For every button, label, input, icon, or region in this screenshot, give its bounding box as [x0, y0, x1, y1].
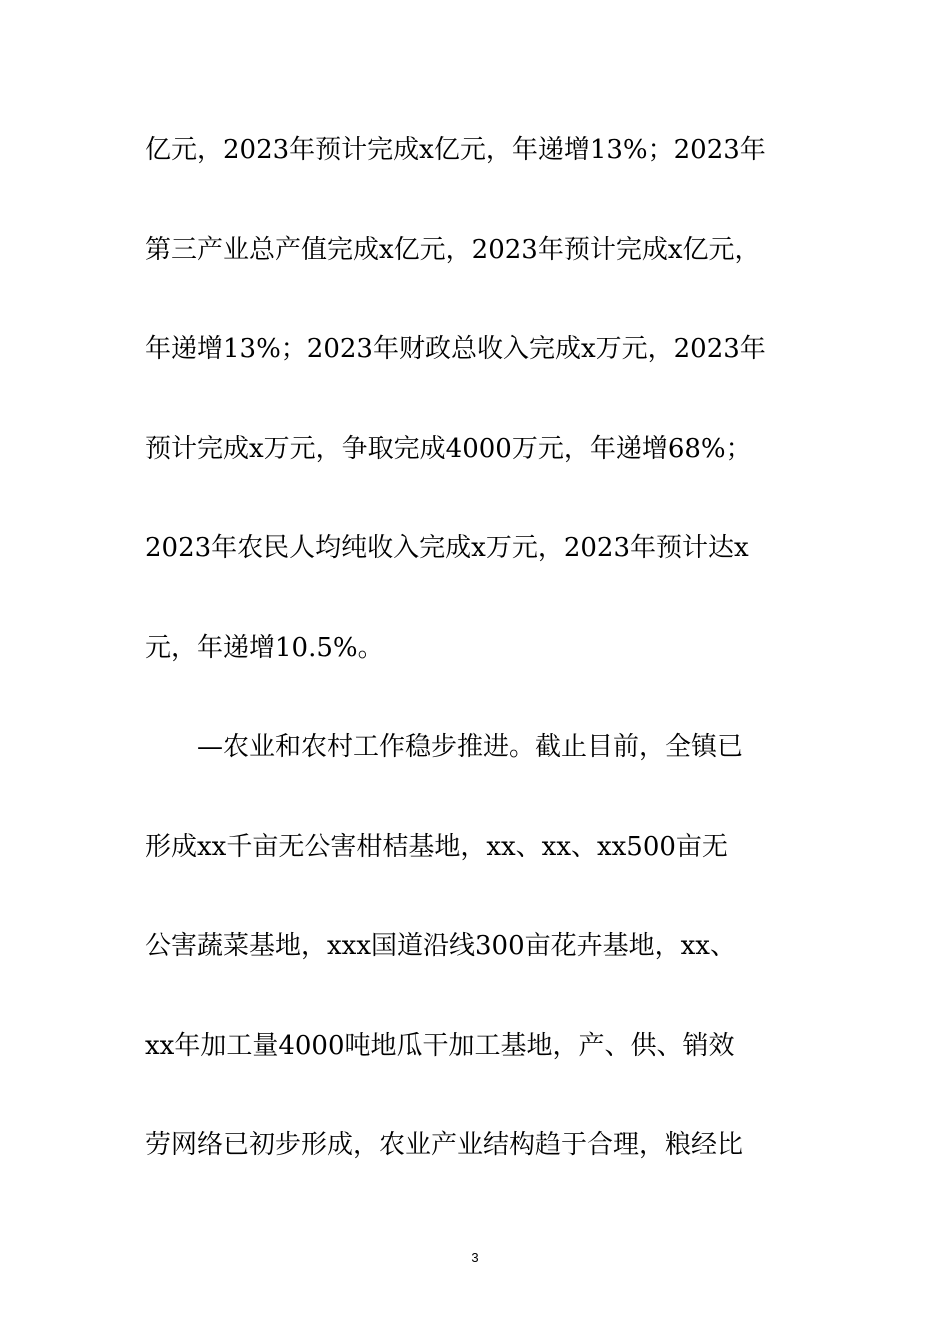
text-line: 亿元，2023年预计完成x亿元，年递增13%；2023年 [145, 135, 766, 165]
text-line: 预计完成x万元，争取完成4000万元，年递增68%； [145, 433, 752, 464]
text-line: xx年加工量4000吨地瓜干加工基地，产、供、销效 [145, 1030, 735, 1061]
text-line: 元，年递增10.5%。 [145, 632, 384, 663]
text-line: 形成xx千亩无公害柑桔基地，xx、xx、xx500亩无 [145, 831, 728, 862]
text-line: 年递增13%；2023年财政总收入完成x万元，2023年 [145, 334, 766, 364]
text-line: 2023年农民人均纯收入完成x万元，2023年预计达x [145, 533, 749, 563]
page-number: 3 [471, 1250, 479, 1265]
paragraph-start-line: —农业和农村工作稳步推进。截止目前，全镇已 [197, 732, 744, 762]
body-text [145, 100, 825, 1195]
text-line: 劳网络已初步形成，农业产业结构趋于合理，粮经比 [145, 1130, 744, 1160]
text-line: 第三产业总产值完成x亿元，2023年预计完成x亿元， [145, 234, 761, 265]
text-line: 公害蔬菜基地，xxx国道沿线300亩花卉基地，xx、 [145, 931, 736, 961]
